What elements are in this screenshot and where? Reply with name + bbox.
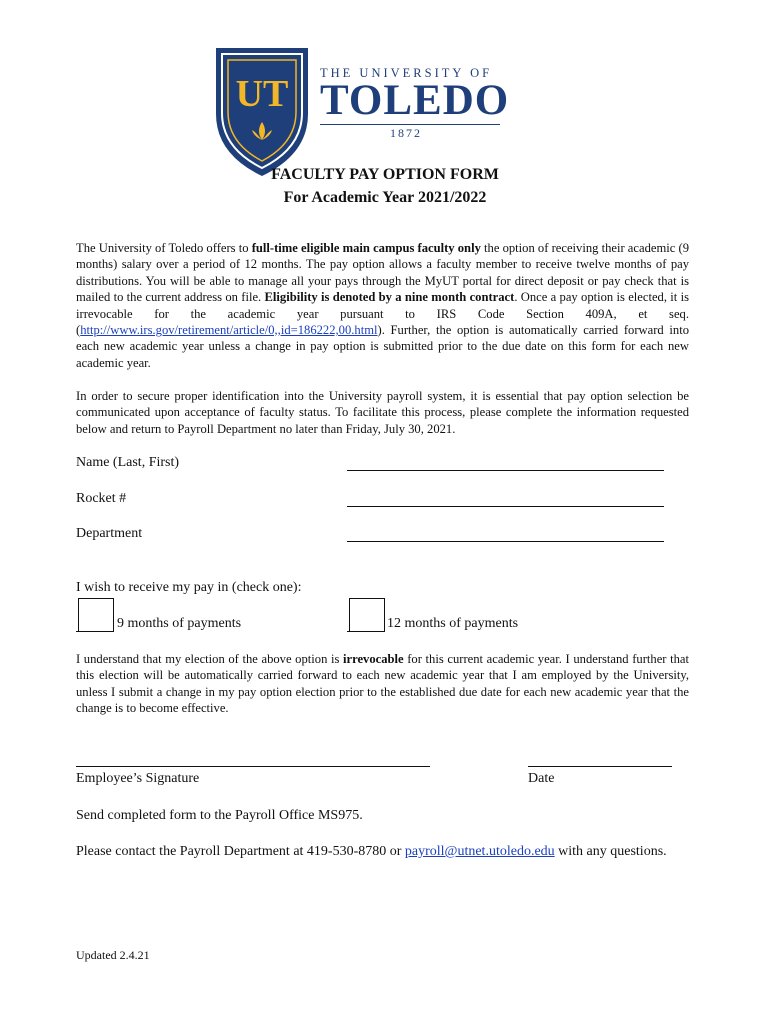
name-field[interactable] — [347, 456, 664, 471]
twelve-month-checkbox[interactable] — [349, 598, 385, 632]
signature-label: Employee’s Signature — [76, 771, 200, 786]
intro-bold-1: full-time eligible main campus faculty only — [251, 241, 481, 255]
intro-text-2: the option of receiving their academic (9 months) salary over a period of 12 months. The pay option allows a faculty member to receive twelve months of pay distributions. You will be able to manage all your pays through the MyUT portal for direct deposit or pay check that is mailed to the current address on file. — [76, 241, 689, 305]
agreement-text-1: I understand that my election of the above option is — [76, 652, 343, 666]
intro-text-4: ). Further, the option is automatically carried forward into each new academic year unless a change in pay option is submitted prior to the due date on this form for each new academic year. — [76, 323, 689, 370]
logo-monogram: UT — [235, 73, 289, 115]
nine-month-checkbox[interactable] — [78, 598, 114, 632]
agreement-bold: irrevocable — [343, 652, 404, 666]
department-label: Department — [76, 526, 143, 541]
intro-text-1: The University of Toledo offers to — [76, 241, 252, 255]
contact-text-2: with any questions. — [554, 844, 667, 859]
updated-date: Updated 2.4.21 — [76, 948, 150, 962]
contact-text-1: Please contact the Payroll Department at 419-530-8780 or — [76, 844, 405, 859]
send-instruction: Send completed form to the Payroll Office MS975. — [76, 808, 363, 823]
shield-icon — [212, 44, 312, 180]
logo-line1: THE UNIVERSITY OF — [320, 66, 493, 80]
date-field[interactable] — [528, 752, 672, 767]
intro-bold-2: Eligibility is denoted by a nine month contract — [264, 290, 515, 305]
logo-year: 1872 — [390, 126, 422, 140]
university-logo — [212, 44, 522, 180]
form-subtitle: For Academic Year 2021/2022 — [283, 189, 487, 206]
instructions-paragraph: In order to secure proper identification into the University payroll system, it is essential that pay option selection be communicated upon acceptance of faculty status. To facilitate this process, please complete the information requested below and return to Payroll Department no later than Friday, July 30, 2021. — [76, 389, 689, 436]
twelve-month-underline — [347, 631, 385, 632]
department-field[interactable] — [347, 527, 664, 542]
name-label: Name (Last, First) — [76, 455, 180, 470]
nine-month-underline — [76, 631, 114, 632]
contact-paragraph — [76, 842, 689, 861]
irs-link[interactable]: http://www.irs.gov/retirement/article/0,,id=186222,00.html — [80, 323, 378, 338]
agreement-text-2: for this current academic year. I understand further that this election will be automatically carried forward to each new academic year that I am employed by the University, unless I submit a change in my pay option election prior to the established due date for each new academic year that the change is to become effective. — [76, 652, 689, 716]
logo-rule — [320, 124, 500, 125]
intro-text-3: . Once a pay option is elected, it is irrevocable for the academic year pursuant to IRS Code Section 409A, et seq. ( — [76, 290, 690, 338]
option-prompt: I wish to receive my pay in (check one): — [76, 580, 302, 595]
agreement-paragraph — [76, 651, 689, 717]
intro-paragraph — [76, 240, 689, 371]
logo-line2: TOLEDO — [320, 77, 510, 124]
nine-month-label: 9 months of payments — [117, 616, 242, 631]
form-title: FACULTY PAY OPTION FORM — [271, 166, 499, 183]
payroll-email-link[interactable]: payroll@utnet.utoledo.edu — [404, 844, 555, 859]
logo-wordmark — [320, 66, 520, 141]
date-label: Date — [528, 771, 555, 786]
rocket-label: Rocket # — [76, 491, 127, 506]
signature-field[interactable] — [76, 752, 430, 767]
twelve-month-label: 12 months of payments — [387, 616, 519, 631]
rocket-field[interactable] — [347, 492, 664, 507]
